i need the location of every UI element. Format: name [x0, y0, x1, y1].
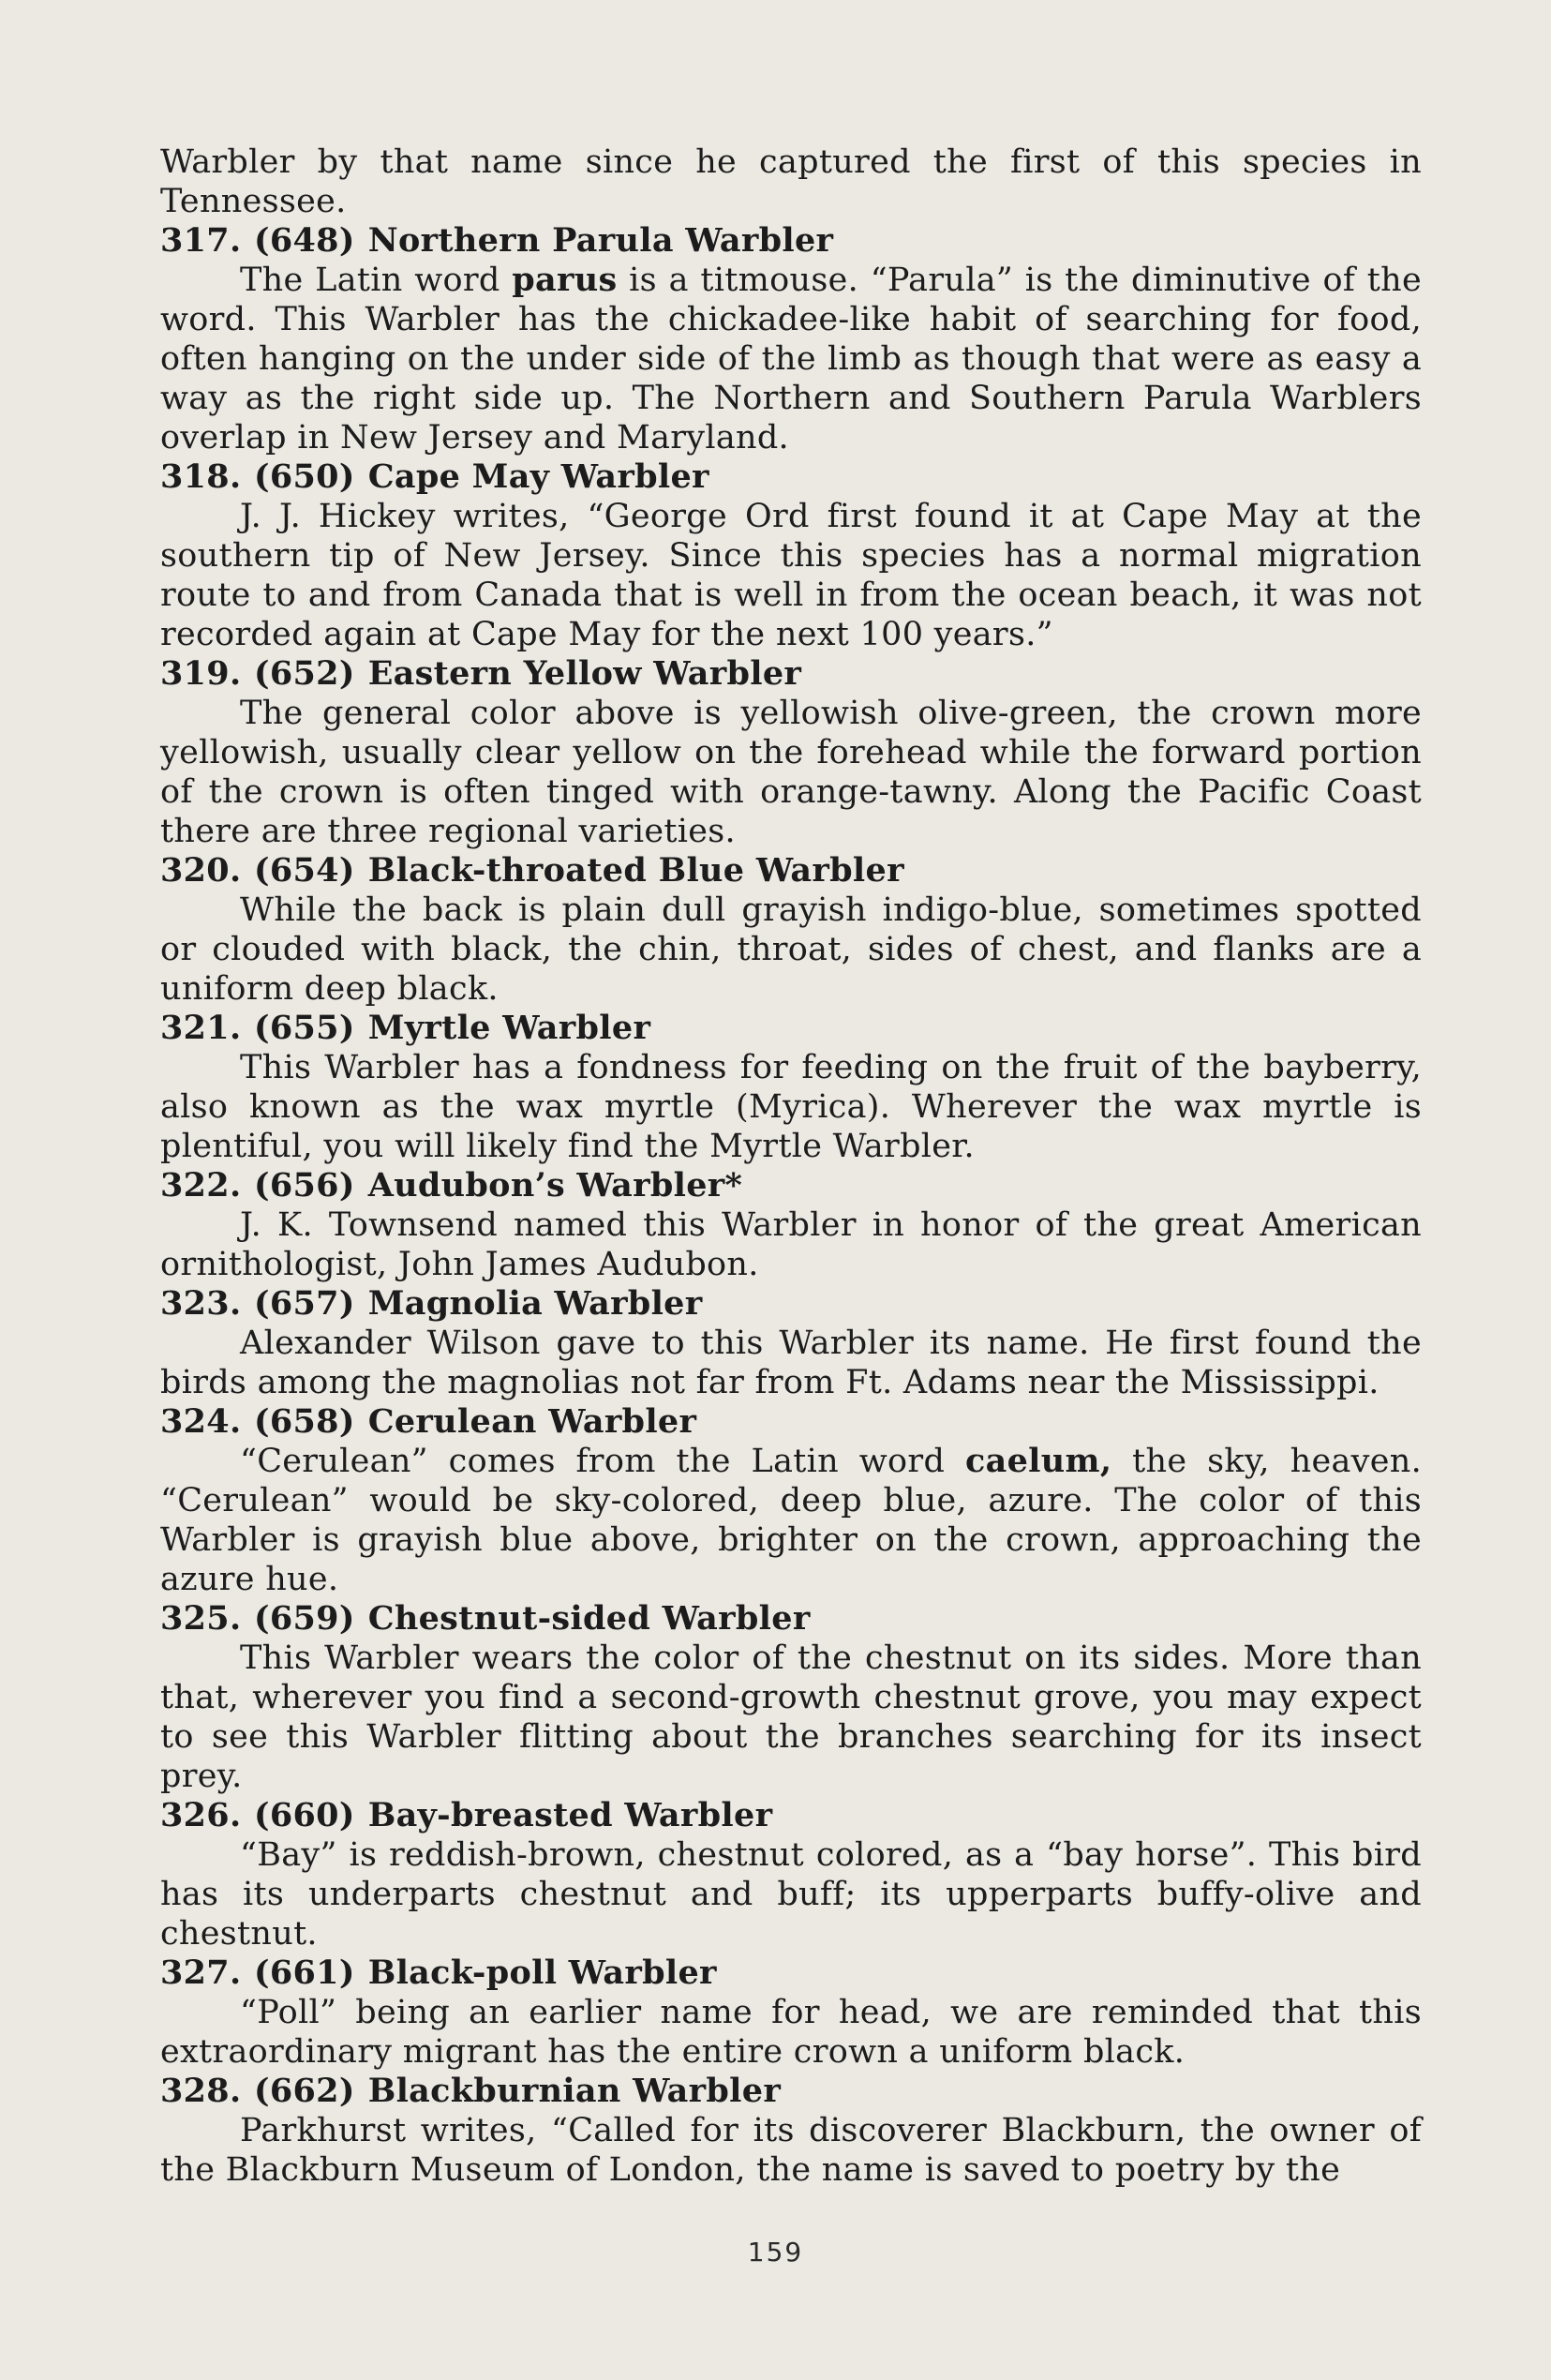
entry-species-name: Magnolia Warbler	[367, 1284, 703, 1323]
entry-latin-term: caelum,	[964, 1442, 1112, 1480]
entry-description	[160, 1048, 1422, 1166]
entry-code: (648)	[254, 221, 355, 260]
entry-code: (656)	[254, 1166, 355, 1205]
entry-species-name: Audubon’s Warbler*	[367, 1166, 743, 1205]
entry-description	[160, 1442, 1422, 1599]
entry-text: “Cerulean” comes from the Latin word	[240, 1443, 965, 1480]
entry-text-continued: is a titmouse. “Parula” is the diminutive of the word. This Warbler has the chickadee-like habit of searching for food, often hanging on the under side of the limb as though that were as easy a way as the right side up. The Northern and Southern Parula Warblers overlap in New Jersey and Maryland.	[160, 262, 1422, 457]
entry-heading	[160, 1953, 1422, 1993]
entry-description	[160, 1205, 1422, 1284]
entry-text: This Warbler has a fondness for feeding on the fruit of the bayberry, also known as the wax myrtle (Myrica). Wherever the wax myrtle is plentiful, you will likely find the Myrtle Warbler.	[160, 1049, 1422, 1165]
entry-code: (662)	[254, 2072, 355, 2110]
entry-heading	[160, 221, 1422, 261]
entry-text: “Bay” is reddish-brown, chestnut colored, as a “bay horse”. This bird has its underparts chestnut and buff; its upperparts buffy-olive and chestnut.	[160, 1836, 1422, 1953]
entry-species-name: Blackburnian Warbler	[367, 2072, 782, 2110]
opening-paragraph: Warbler by that name since he captured the first of this species in Tennessee.	[160, 143, 1422, 220]
entry-species-name: Cape May Warbler	[367, 457, 709, 496]
entry-text: J. K. Townsend named this Warbler in honor of the great American ornithologist, John James Audubon.	[160, 1206, 1422, 1283]
entry-heading	[160, 851, 1422, 891]
entry-number: 327.	[160, 1953, 242, 1992]
entry-number: 324.	[160, 1402, 242, 1441]
entry-text: The Latin word	[240, 262, 513, 299]
entry-description	[160, 261, 1422, 457]
entry-heading	[160, 1402, 1422, 1442]
entry-number: 325.	[160, 1599, 242, 1638]
entry-species-name: Chestnut-sided Warbler	[367, 1599, 811, 1638]
entry-description	[160, 1324, 1422, 1402]
entry-number: 328.	[160, 2072, 242, 2110]
entry-code: (657)	[254, 1284, 355, 1323]
entry-number: 320.	[160, 851, 242, 890]
entry-heading	[160, 1599, 1422, 1639]
entry-number: 322.	[160, 1166, 242, 1205]
entry-number: 323.	[160, 1284, 242, 1323]
entry-code: (650)	[254, 457, 355, 496]
entry-number: 321.	[160, 1009, 242, 1047]
entry-text: Parkhurst writes, “Called for its discoverer Blackburn, the owner of the Blackburn Museum of London, the name is saved to poetry by the	[160, 2112, 1422, 2189]
entry-description	[160, 1835, 1422, 1953]
entry-text-continued: the sky, heaven. “Cerulean” would be sky-colored, deep blue, azure. The color of this Warbler is grayish blue above, brighter on the crown, approaching the azure hue.	[160, 1443, 1422, 1598]
entry-heading	[160, 457, 1422, 497]
entry-heading	[160, 1284, 1422, 1324]
entry-species-name: Bay-breasted Warbler	[367, 1796, 773, 1834]
entry-number: 318.	[160, 457, 242, 496]
entry-description	[160, 1639, 1422, 1796]
entry-code: (659)	[254, 1599, 355, 1638]
entry-description	[160, 891, 1422, 1009]
entry-code: (652)	[254, 654, 355, 693]
entry-species-name: Cerulean Warbler	[367, 1402, 697, 1441]
entry-text: “Poll” being an earlier name for head, we are reminded that this extraordinary migrant has the entire crown a uniform black.	[160, 1994, 1422, 2071]
entry-code: (654)	[254, 851, 355, 890]
entry-heading	[160, 1009, 1422, 1048]
entry-text: Alexander Wilson gave to this Warbler its name. He first found the birds among the magnolias not far from Ft. Adams near the Mississippi.	[160, 1325, 1422, 1401]
entry-heading	[160, 1796, 1422, 1835]
entry-latin-term: parus	[512, 261, 618, 299]
entry-species-name: Myrtle Warbler	[367, 1009, 651, 1047]
body-text	[160, 142, 1422, 2190]
entry-species-name: Eastern Yellow Warbler	[367, 654, 802, 693]
entry-description	[160, 2111, 1422, 2190]
entry-description	[160, 497, 1422, 654]
entry-number: 319.	[160, 654, 242, 693]
entry-code: (661)	[254, 1953, 355, 1992]
entry-heading	[160, 2072, 1422, 2111]
entry-text: This Warbler wears the color of the chestnut on its sides. More than that, wherever you find a second-growth chestnut grove, you may expect to see this Warbler flitting about the branches searching for its insect prey.	[160, 1639, 1422, 1795]
species-entries	[160, 221, 1422, 2190]
entry-heading	[160, 654, 1422, 694]
entry-description	[160, 1993, 1422, 2072]
entry-text: While the back is plain dull grayish indigo-blue, sometimes spotted or clouded with black, the chin, throat, sides of chest, and flanks are a uniform deep black.	[160, 891, 1422, 1008]
entry-code: (658)	[254, 1402, 355, 1441]
entry-text: J. J. Hickey writes, “George Ord first found it at Cape May at the southern tip of New Jersey. Since this species has a normal migration route to and from Canada that is well in from the ocean beach, it was not recorded again at Cape May for the next 100 years.”	[160, 498, 1422, 653]
entry-code: (655)	[254, 1009, 355, 1047]
entry-text: The general color above is yellowish olive-green, the crown more yellowish, usually clear yellow on the forehead while the forward portion of the crown is often tinged with orange-tawny. Along the Pacific Coast there are three regional varieties.	[160, 695, 1422, 850]
entry-code: (660)	[254, 1796, 355, 1834]
entry-description	[160, 694, 1422, 851]
entry-number: 326.	[160, 1796, 242, 1834]
entry-species-name: Northern Parula Warbler	[367, 221, 834, 260]
entry-species-name: Black-throated Blue Warbler	[367, 851, 904, 890]
entry-species-name: Black-poll Warbler	[367, 1953, 717, 1992]
entry-number: 317.	[160, 221, 242, 260]
page-number: 159	[747, 2237, 804, 2268]
entry-heading	[160, 1166, 1422, 1205]
